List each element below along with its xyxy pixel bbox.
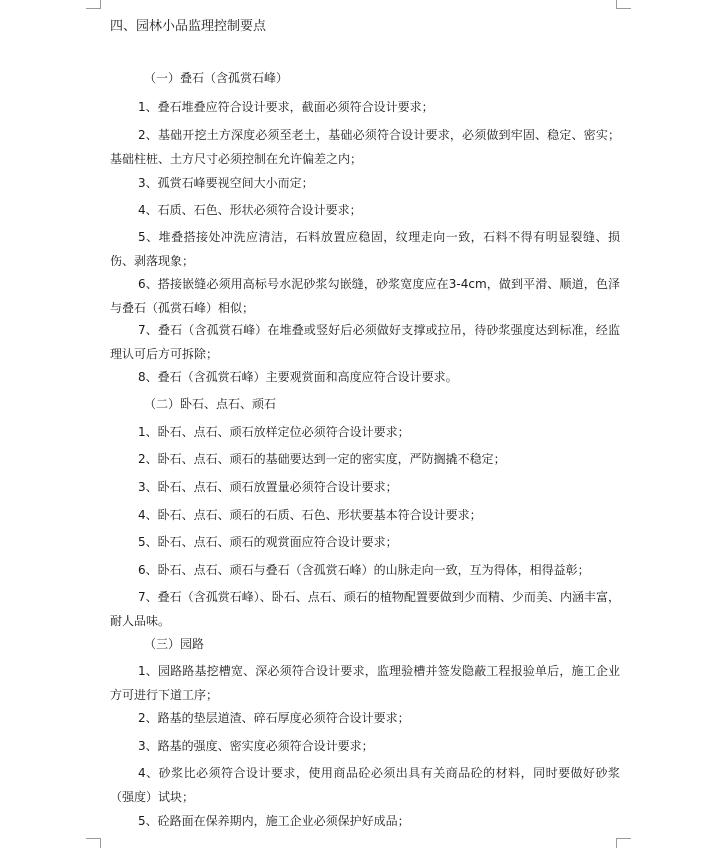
- list-item: 2、路基的垫层道渣、碎石厚度必须符合设计要求；: [138, 711, 410, 725]
- document-title: 四、园林小品监理控制要点: [110, 19, 267, 34]
- crop-mark-top-right: [616, 0, 631, 9]
- list-item: 6、卧石、点石、顽石与叠石（含孤赏石峰）的山脉走向一致，互为得体，相得益彰；: [138, 563, 590, 577]
- list-item: 3、卧石、点石、顽石放置量必须符合设计要求；: [138, 480, 398, 494]
- list-item: 4、砂浆比必须符合设计要求，使用商品砼必须出具有关商品砼的材料，同时要做好砂浆（强度）试块；: [110, 766, 620, 804]
- list-item: 5、砼路面在保养期内，施工企业必须保护好成品；: [138, 814, 410, 828]
- section-heading-rockery: （一）叠石（含孤赏石峰）: [144, 71, 289, 85]
- crop-mark-top-left: [86, 0, 101, 9]
- list-item: 8、叠石（含孤赏石峰）主要观赏面和高度应符合设计要求。: [138, 370, 458, 384]
- list-item: 2、卧石、点石、顽石的基础要达到一定的密实度，严防搁撬不稳定；: [138, 452, 506, 466]
- list-item: 3、孤赏石峰要视空间大小而定；: [138, 176, 314, 190]
- list-item: 5、堆叠搭接处冲洗应清洁，石料放置应稳固，纹理走向一致，石料不得有明显裂缝、损伤、剥落现象；: [110, 230, 620, 268]
- section-heading-stones: （二）卧石、点石、顽石: [144, 397, 277, 411]
- list-item: 1、园路路基挖槽宽、深必须符合设计要求，监理验槽并签发隐蔽工程报验单后，施工企业方可进行下道工序；: [110, 664, 620, 702]
- list-item: 1、卧石、点石、顽石放样定位必须符合设计要求；: [138, 425, 410, 439]
- list-item: 3、路基的强度、密实度必须符合设计要求；: [138, 739, 374, 753]
- list-item: 7、叠石（含孤赏石峰）在堆叠或竖好后必须做好支撑或拉吊，待砂浆强度达到标准，经监理认可后方可拆除；: [110, 323, 620, 361]
- section-heading-garden-road: （三）园路: [144, 637, 205, 651]
- list-item: 6、搭接嵌缝必须用高标号水泥砂浆勾嵌缝，砂浆宽度应在3-4cm，做到平滑、顺道，色泽与叠石（孤赏石峰）相似；: [110, 277, 620, 315]
- list-item: 4、石质、石色、形状必须符合设计要求；: [138, 203, 362, 217]
- list-item: 1、叠石堆叠应符合设计要求，截面必须符合设计要求；: [138, 100, 434, 114]
- list-item: 4、卧石、点石、顽石的石质、石色、形状要基本符合设计要求；: [138, 508, 482, 522]
- list-item: 2、基础开挖土方深度必须至老土，基础必须符合设计要求，必须做到牢固、稳定、密实；基础柱桩、土方尺寸必须控制在允许偏差之内；: [110, 128, 620, 166]
- list-item: 7、叠石（含孤赏石峰）、卧石、点石、顽石的植物配置要做到少而精、少而美、内涵丰富，耐人品味。: [110, 590, 620, 628]
- list-item: 5、卧石、点石、顽石的观赏面应符合设计要求；: [138, 535, 398, 549]
